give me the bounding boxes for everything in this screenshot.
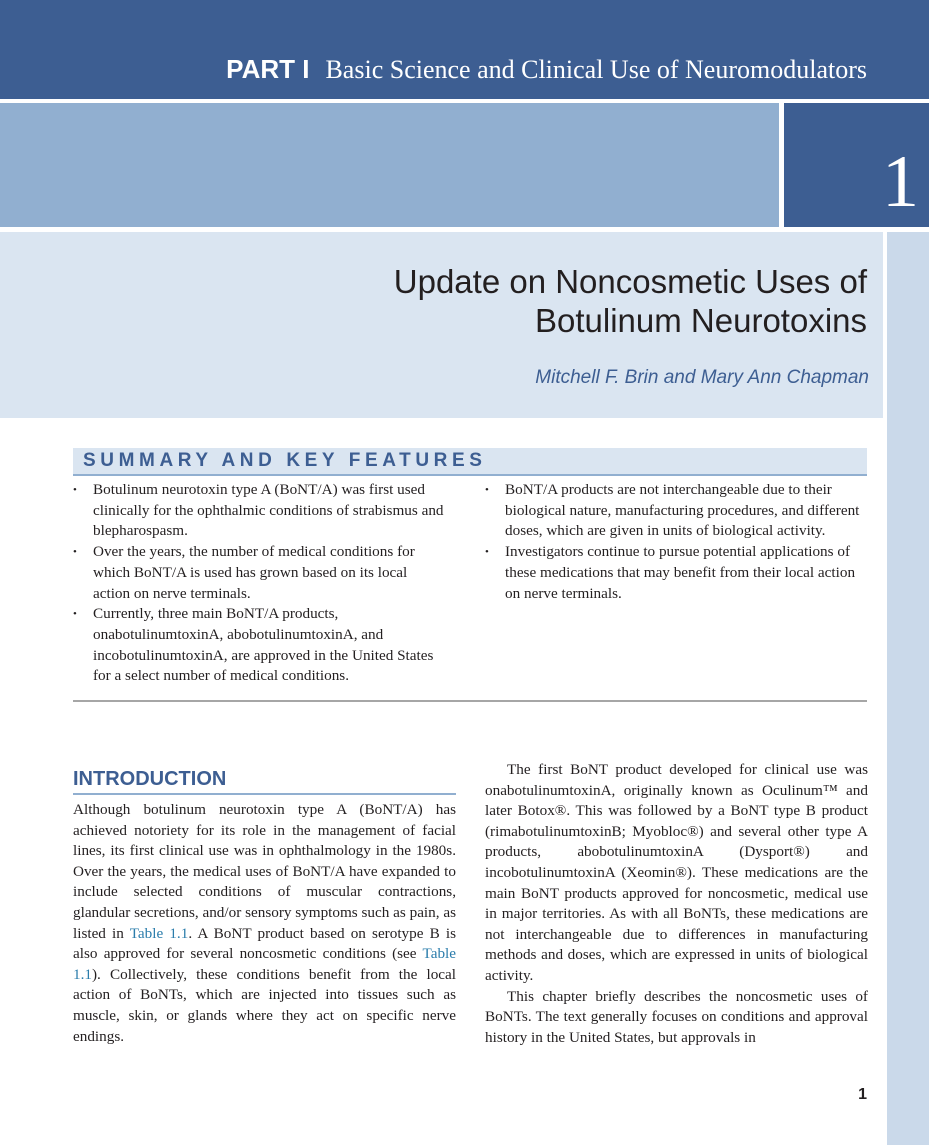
chapter-title (167, 262, 867, 340)
body-column-right (485, 760, 868, 1048)
body-paragraph: This chapter briefly describes the noncosmetic uses of BoNTs. The text generally focuses on conditions and approval history in the United States, but approvals in (485, 987, 868, 1046)
summary-heading: SUMMARY AND KEY FEATURES (83, 450, 487, 471)
table-reference-link[interactable]: Table 1.1 (73, 945, 456, 983)
decorative-band (0, 103, 779, 227)
section-heading-introduction: INTRODUCTION (73, 768, 227, 790)
body-paragraph (73, 800, 456, 1047)
page-number: 1 (858, 1086, 867, 1103)
summary-bullet: • Botulinum neurotoxin type A (BoNT/A) was first used clinically for the ophthalmic conditions of strabismus and blepharospasm. (73, 480, 448, 542)
summary-bullets-left (73, 480, 448, 687)
summary-bullet: • Investigators continue to pursue potential applications of these medications that may benefit from their local action on nerve terminals. (485, 542, 870, 604)
side-stripe (887, 232, 929, 1145)
summary-bullet: • BoNT/A products are not interchangeable due to their biological nature, manufacturing procedures, and different doses, which are given in units of biological activity. (485, 480, 870, 542)
summary-bullets-right (485, 480, 870, 604)
section-heading-rule (73, 793, 456, 795)
part-header (226, 54, 867, 90)
paragraph-text: Although botulinum neurotoxin type A (BoNT/A) has achieved notoriety for its role in the management of facial lines, its first clinical use was in ophthalmology in the 1980s. Over the years, the medical uses of BoNT/A have expanded to include selected conditions of muscular contractions, glandular secretions, and/or sensory symptoms such as pain, as listed in (73, 801, 456, 942)
summary-divider (73, 700, 867, 702)
chapter-authors: Mitchell F. Brin and Mary Ann Chapman (535, 367, 869, 388)
chapter-title-line-2: Botulinum Neurotoxins (535, 302, 867, 339)
body-paragraph: The first BoNT product developed for clinical use was onabotulinumtoxinA, originally known as Oculinum™ and later Botox®. This was followed by a BoNT type B product (rimabotulinumtoxinB; Myobloc®) and several other type A products, abobotulinumtoxinA (Dysport®) and incobotulinumtoxinA (Xeomin®). These medications are the main BoNT products approved for noncosmetic, medical use in major territories. As with all BoNTs, these medications are not interchangeable due to differences in manufacturing methods and doses, which are expressed in units of biological activity. (485, 761, 868, 984)
summary-bullet: • Currently, three main BoNT/A products, onabotulinumtoxinA, abobotulinumtoxinA, and incobotulinumtoxinA, are approved in the United States for a select number of medical conditions. (73, 604, 448, 687)
paragraph-text: ). Collectively, these conditions benefit from the local action of BoNTs, which are injected into tissues such as muscle, skin, or glands where they act on specific nerve endings. (73, 965, 456, 1045)
chapter-title-line-1: Update on Noncosmetic Uses of (393, 263, 867, 300)
summary-bullet: • Over the years, the number of medical conditions for which BoNT/A is used has grown based on its local action on nerve terminals. (73, 542, 448, 604)
chapter-number: 1 (882, 141, 919, 223)
part-label: PART I (226, 54, 310, 84)
table-reference-link[interactable]: Table 1.1 (129, 924, 189, 942)
body-column-left (73, 800, 456, 1047)
paragraph-text: . A BoNT product based on serotype B is also approved for several noncosmetic conditions (see (73, 924, 456, 963)
part-title: Basic Science and Clinical Use of Neuromodulators (325, 55, 867, 84)
